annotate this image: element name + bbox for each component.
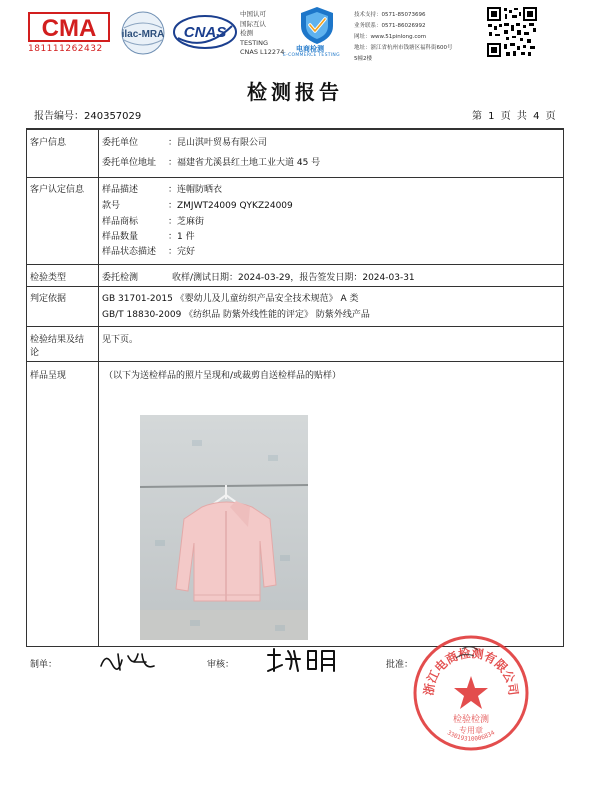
table-right-border <box>563 128 564 647</box>
contact-info: 技术支持：0571-85073696 业务联系：0571-86026992 网址：www.51pinlong.com 地址：浙江省杭州市钱塘区福科街600号 5幢2楼 <box>354 12 453 62</box>
approved-by-label: 批准： <box>386 660 414 670</box>
row-divider <box>26 361 564 362</box>
sample-brand-label: 样品商标 <box>102 217 139 227</box>
sample-info-label: 客户认定信息 <box>30 185 85 195</box>
basis-standard-1: GB 31701-2015 《婴幼儿及儿童纺织产品安全技术规范》 A 类 <box>102 294 359 304</box>
ilac-mra-logo <box>116 10 170 56</box>
row-divider <box>26 326 564 327</box>
ecommerce-testing-en: E-COMMERCE TESTING <box>283 53 340 58</box>
sample-qty-label: 样品数量 <box>102 232 139 242</box>
sample-model-value: ：ZMJWT24009 QYKZ24009 <box>168 201 293 211</box>
row-divider <box>26 264 564 265</box>
svg-text:33019310006834: 33019310006834 <box>445 729 497 743</box>
reviewed-by-signature <box>264 645 342 679</box>
cma-logo <box>28 12 110 42</box>
qr-code-icon <box>486 6 538 58</box>
cma-number: 181111262432 <box>28 44 103 54</box>
svg-text:CNAS: CNAS <box>183 24 227 41</box>
svg-text:浙江电商检测有限公司: 浙江电商检测有限公司 <box>421 646 521 697</box>
ecommerce-testing-name: 电商检测 <box>296 45 324 53</box>
table-top-border <box>26 128 564 130</box>
basis-label: 判定依据 <box>30 294 67 304</box>
cnas-info: 中国认可 国际互认 检测 TESTING CNAS L12274 <box>240 10 285 56</box>
inspection-type-label: 检验类型 <box>30 273 67 283</box>
column-divider <box>98 128 99 647</box>
sample-model-label: 款号 <box>102 201 121 211</box>
client-unit-label: 委托单位 <box>102 138 139 148</box>
client-unit-value: ：昆山淇叶贸易有限公司 <box>168 138 268 148</box>
client-address-value: ：福建省尤溪县红土地工业大道 45 号 <box>168 158 321 168</box>
client-info-label: 客户信息 <box>30 138 67 148</box>
svg-text:检验检测: 检验检测 <box>452 715 490 725</box>
row-divider <box>26 177 564 178</box>
cnas-logo <box>172 12 238 52</box>
prepared-by-label: 制单： <box>30 660 58 670</box>
sample-state-value: ：完好 <box>168 247 196 257</box>
inspection-dates: 收样/测试日期：2024-03-29，报告签发日期：2024-03-31 <box>172 273 415 283</box>
page-count: 第 1 页 共 4 页 <box>472 111 556 122</box>
result-value: 见下页。 <box>102 335 139 345</box>
sample-qty-value: ：1 件 <box>168 232 195 242</box>
official-seal <box>412 634 530 752</box>
table-left-border <box>26 128 27 647</box>
sample-photo-label: 样品呈现 <box>30 371 67 381</box>
result-label: 检验结果及结 论 <box>30 335 85 358</box>
svg-text:ilac-MRA: ilac-MRA <box>121 29 165 40</box>
sample-brand-value: ：芝麻街 <box>168 217 205 227</box>
basis-standard-2: GB/T 18830-2009 《纺织品 防紫外线性能的评定》 防紫外线产品 <box>102 310 370 320</box>
sample-desc-value: ：连帽防晒衣 <box>168 185 223 195</box>
svg-text:CMA: CMA <box>41 15 97 42</box>
report-number: 报告编号：240357029 <box>34 111 142 122</box>
prepared-by-signature <box>98 648 160 678</box>
ecommerce-testing-logo <box>292 4 342 46</box>
row-divider <box>26 286 564 287</box>
svg-text:专用章: 专用章 <box>459 726 483 735</box>
sample-state-label: 样品状态描述 <box>102 247 157 257</box>
reviewed-by-label: 审核： <box>207 660 235 670</box>
client-address-label: 委托单位地址 <box>102 158 157 168</box>
sample-desc-label: 样品描述 <box>102 185 139 195</box>
inspection-type-value: 委托检测 <box>102 273 139 283</box>
sample-photo <box>140 415 308 640</box>
sample-photo-note: （以下为送检样品的照片呈现和/或裁剪自送检样品的贴样） <box>104 371 342 381</box>
document-title: 检测报告 <box>247 80 343 104</box>
